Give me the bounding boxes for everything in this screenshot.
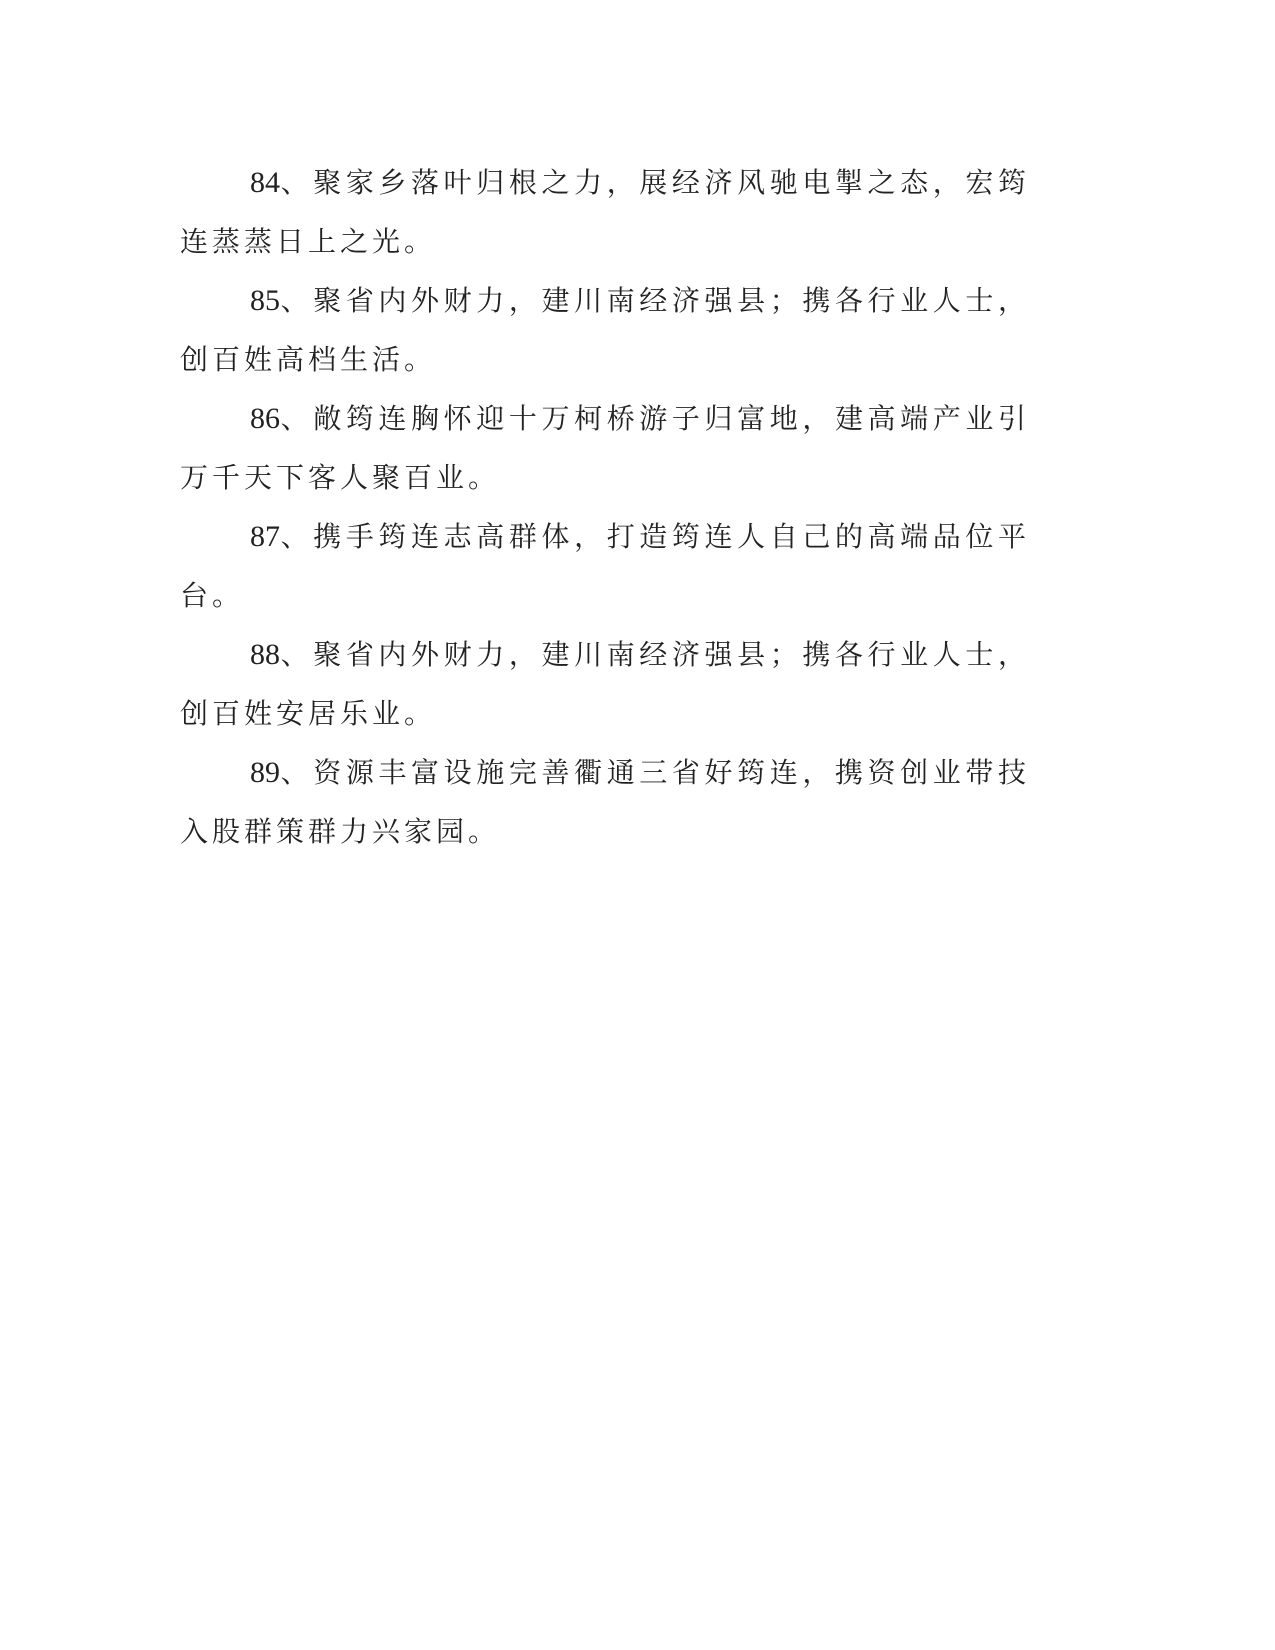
paragraph-85 [180,271,1030,389]
paragraph-number: 85 [250,284,280,317]
paragraph-89 [180,743,1030,861]
paragraph-text: 、聚省内外财力，建川南经济强县；携各行业人士，创百姓安居乐业。 [180,638,1030,730]
paragraph-number: 84 [250,166,280,199]
paragraph-84 [180,153,1030,271]
paragraph-text: 、聚省内外财力，建川南经济强县；携各行业人士，创百姓高档生活。 [180,284,1030,376]
paragraph-text: 、资源丰富设施完善衢通三省好筠连，携资创业带技入股群策群力兴家园。 [180,756,1030,848]
paragraph-number: 86 [250,402,280,435]
paragraph-86 [180,389,1030,507]
paragraph-88 [180,625,1030,743]
paragraph-text: 、敞筠连胸怀迎十万柯桥游子归富地，建高端产业引万千天下客人聚百业。 [180,402,1030,494]
paragraph-number: 87 [250,520,280,553]
paragraph-number: 88 [250,638,280,671]
paragraph-number: 89 [250,756,280,789]
document-body [180,153,1030,861]
paragraph-87 [180,507,1030,625]
paragraph-text: 、聚家乡落叶归根之力，展经济风驰电掣之态，宏筠连蒸蒸日上之光。 [180,166,1030,258]
paragraph-text: 、携手筠连志高群体，打造筠连人自己的高端品位平台。 [180,520,1030,612]
